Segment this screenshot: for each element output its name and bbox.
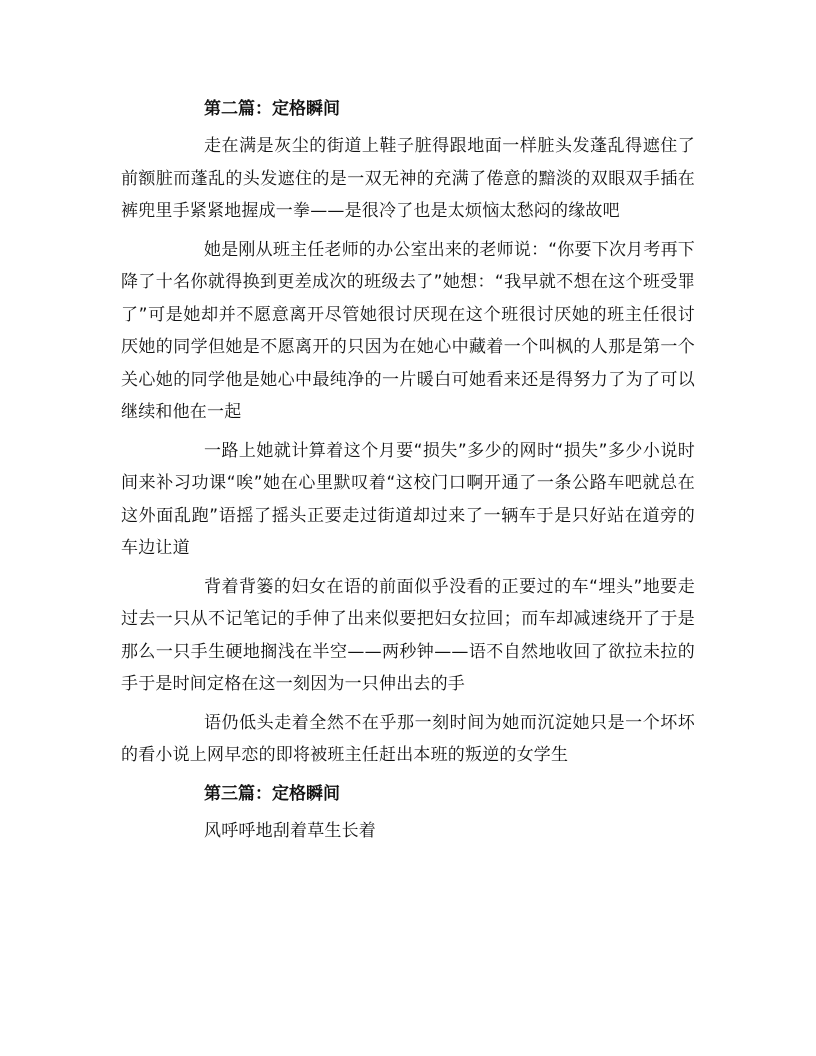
document-body bbox=[121, 93, 695, 847]
paragraph: 走在满是灰尘的街道上鞋子脏得跟地面一样脏头发蓬乱得遮住了前额脏而蓬乱的头发遮住的是一双无神的充满了倦意的黯淡的双眼双手插在裤兜里手紧紧地握成一拳——是很冷了也是太烦恼太愁闷的缘故吧 bbox=[121, 136, 695, 221]
paragraph: 她是刚从班主任老师的办公室出来的老师说：“你要下次月考再下降了十名你就得换到更差成次的班级去了”她想：“我早就不想在这个班受罪了”可是她却并不愿意离开尽管她很讨厌现在这个班很讨厌她的班主任很讨厌她的同学但她是不愿离开的只因为在她心中藏着一个叫枫的人那是第一个关心她的同学他是她心中最纯净的一片暖白可她看来还是得努力了为了可以继续和他在一起 bbox=[121, 239, 695, 422]
paragraph: 语仍低头走着全然不在乎那一刻时间为她而沉淀她只是一个坏坏的看小说上网早恋的即将被班主任赶出本班的叛逆的女学生 bbox=[121, 712, 695, 765]
paragraph: 一路上她就计算着这个月要“损失”多少的网时“损失”多少小说时间来补习功课“唉”她在心里默叹着“这校门口啊开通了一条公路车吧就总在这外面乱跑”语摇了摇头正要走过街道却过来了一辆车于是只好站在道旁的车边让道 bbox=[121, 440, 695, 558]
paragraph: 风呼呼地刮着草生长着 bbox=[204, 820, 376, 841]
section-heading: 第二篇：定格瞬间 bbox=[204, 99, 340, 119]
section-heading: 第三篇：定格瞬间 bbox=[204, 783, 340, 804]
paragraph: 背着背篓的妇女在语的前面似乎没看的正要过的车“埋头”地要走过去一只从不记笔记的手伸了出来似要把妇女拉回；而车却减速绕开了于是那么一只手生硬地搁浅在半空——两秒钟——语不自然地收回了欲拉未拉的手于是时间定格在这一刻因为一只伸出去的手 bbox=[121, 576, 695, 694]
